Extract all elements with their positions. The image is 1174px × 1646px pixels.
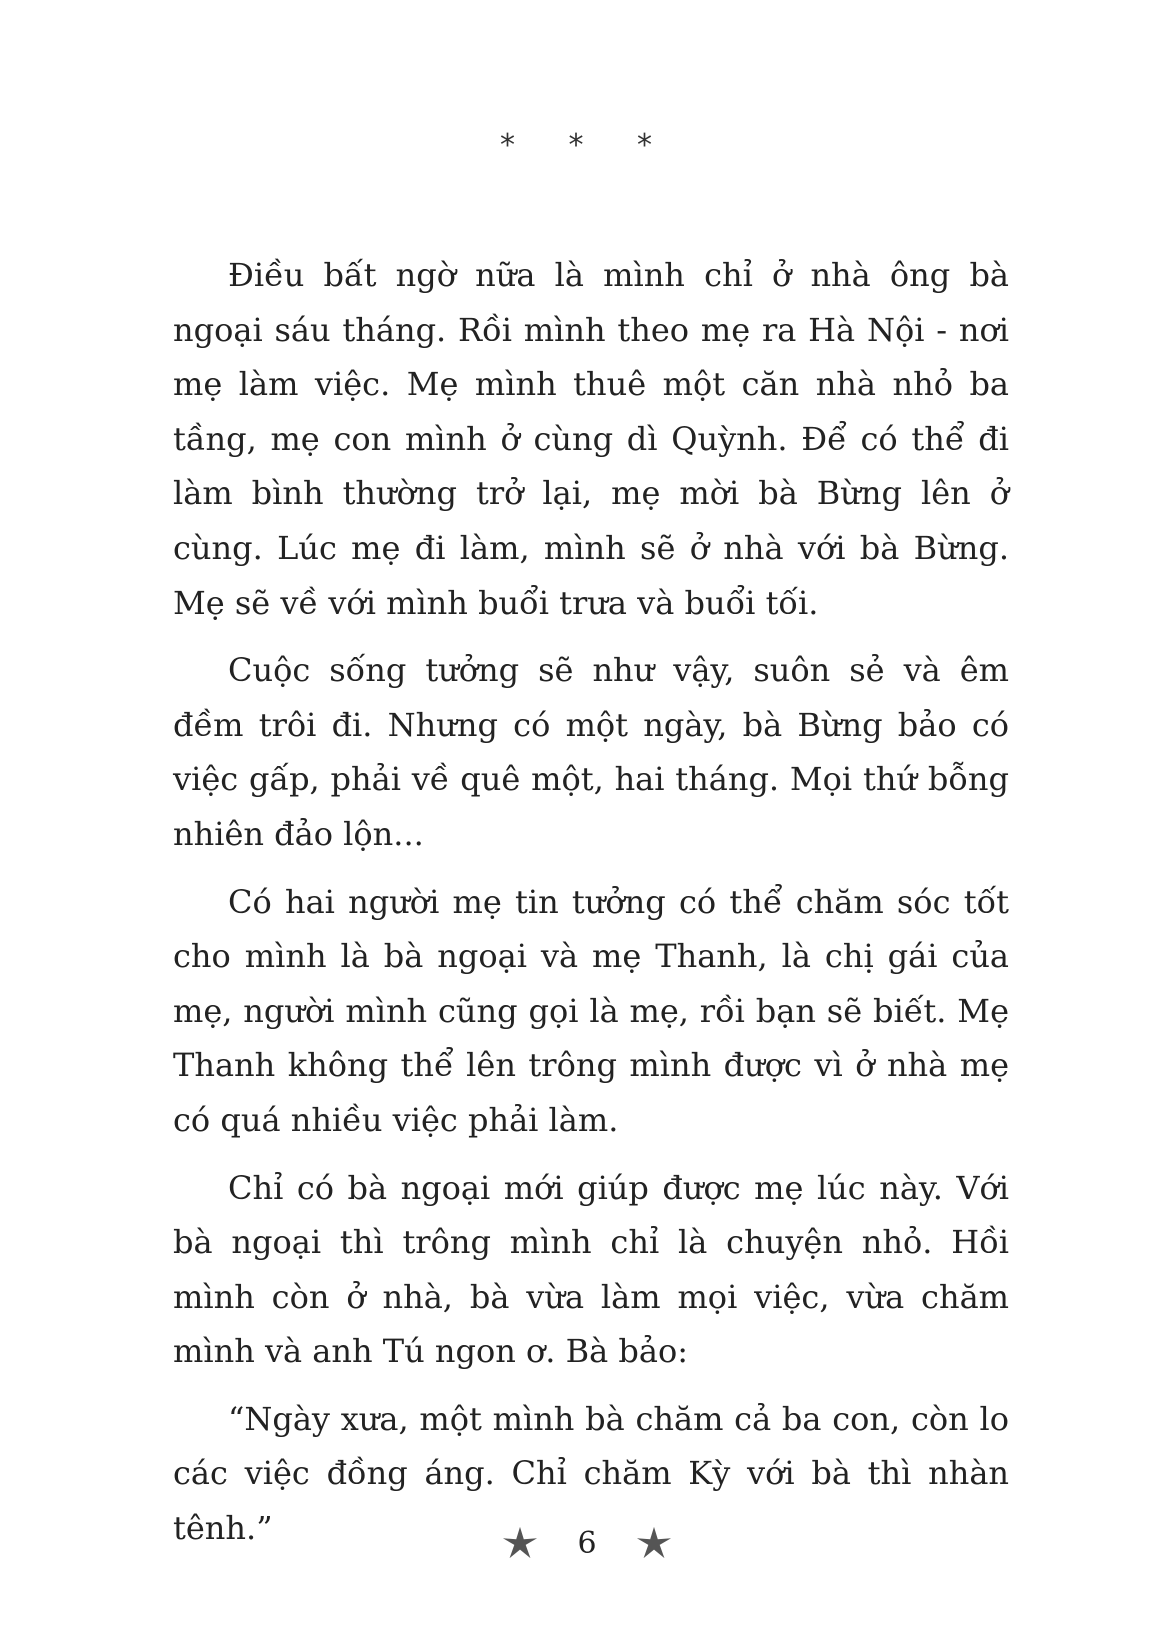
- star-icon: [635, 1525, 673, 1561]
- paragraph: “Ngày xưa, một mình bà chăm cả ba con, còn lo các việc đồng áng. Chỉ chăm Kỳ với bà thì nhàn tênh.”: [173, 1399, 1009, 1548]
- text-body: [173, 248, 1009, 1569]
- paragraph: Có hai người mẹ tin tưởng có thể chăm sóc tốt cho mình là bà ngoại và mẹ Thanh, là chị gái của mẹ, người mình cũng gọi là mẹ, rồi bạn sẽ biết. Mẹ Thanh không thể lên trông mình được vì ở nhà mẹ có quá nhiều việc phải làm.: [173, 882, 1009, 1139]
- paragraph: Chỉ có bà ngoại mới giúp được mẹ lúc này. Với bà ngoại thì trông mình chỉ là chuyện nhỏ. Hồi mình còn ở nhà, bà vừa làm mọi việc, vừa chăm mình và anh Tú ngon ơ. Bà bảo:: [173, 1168, 1009, 1371]
- page-number: 6: [577, 1525, 597, 1561]
- star-icon: [501, 1525, 539, 1561]
- paragraph: Cuộc sống tưởng sẽ như vậy, suôn sẻ và êm đềm trôi đi. Nhưng có một ngày, bà Bừng bảo có việc gấp, phải về quê một, hai tháng. Mọi thứ bỗng nhiên đảo lộn...: [173, 651, 1009, 853]
- page-footer: [0, 1525, 1174, 1561]
- paragraph: Điều bất ngờ nữa là mình chỉ ở nhà ông bà ngoại sáu tháng. Rồi mình theo mẹ ra Hà Nội - nơi mẹ làm việc. Mẹ mình thuê một căn nhà nhỏ ba tầng, mẹ con mình ở cùng dì Quỳnh. Để có thể đi làm bình thường trở lại, mẹ mời bà Bừng lên ở cùng. Lúc mẹ đi làm, mình sẽ ở nhà với bà Bừng. Mẹ sẽ về với mình buổi trưa và buổi tối.: [173, 256, 1009, 622]
- section-separator: * * *: [499, 128, 675, 163]
